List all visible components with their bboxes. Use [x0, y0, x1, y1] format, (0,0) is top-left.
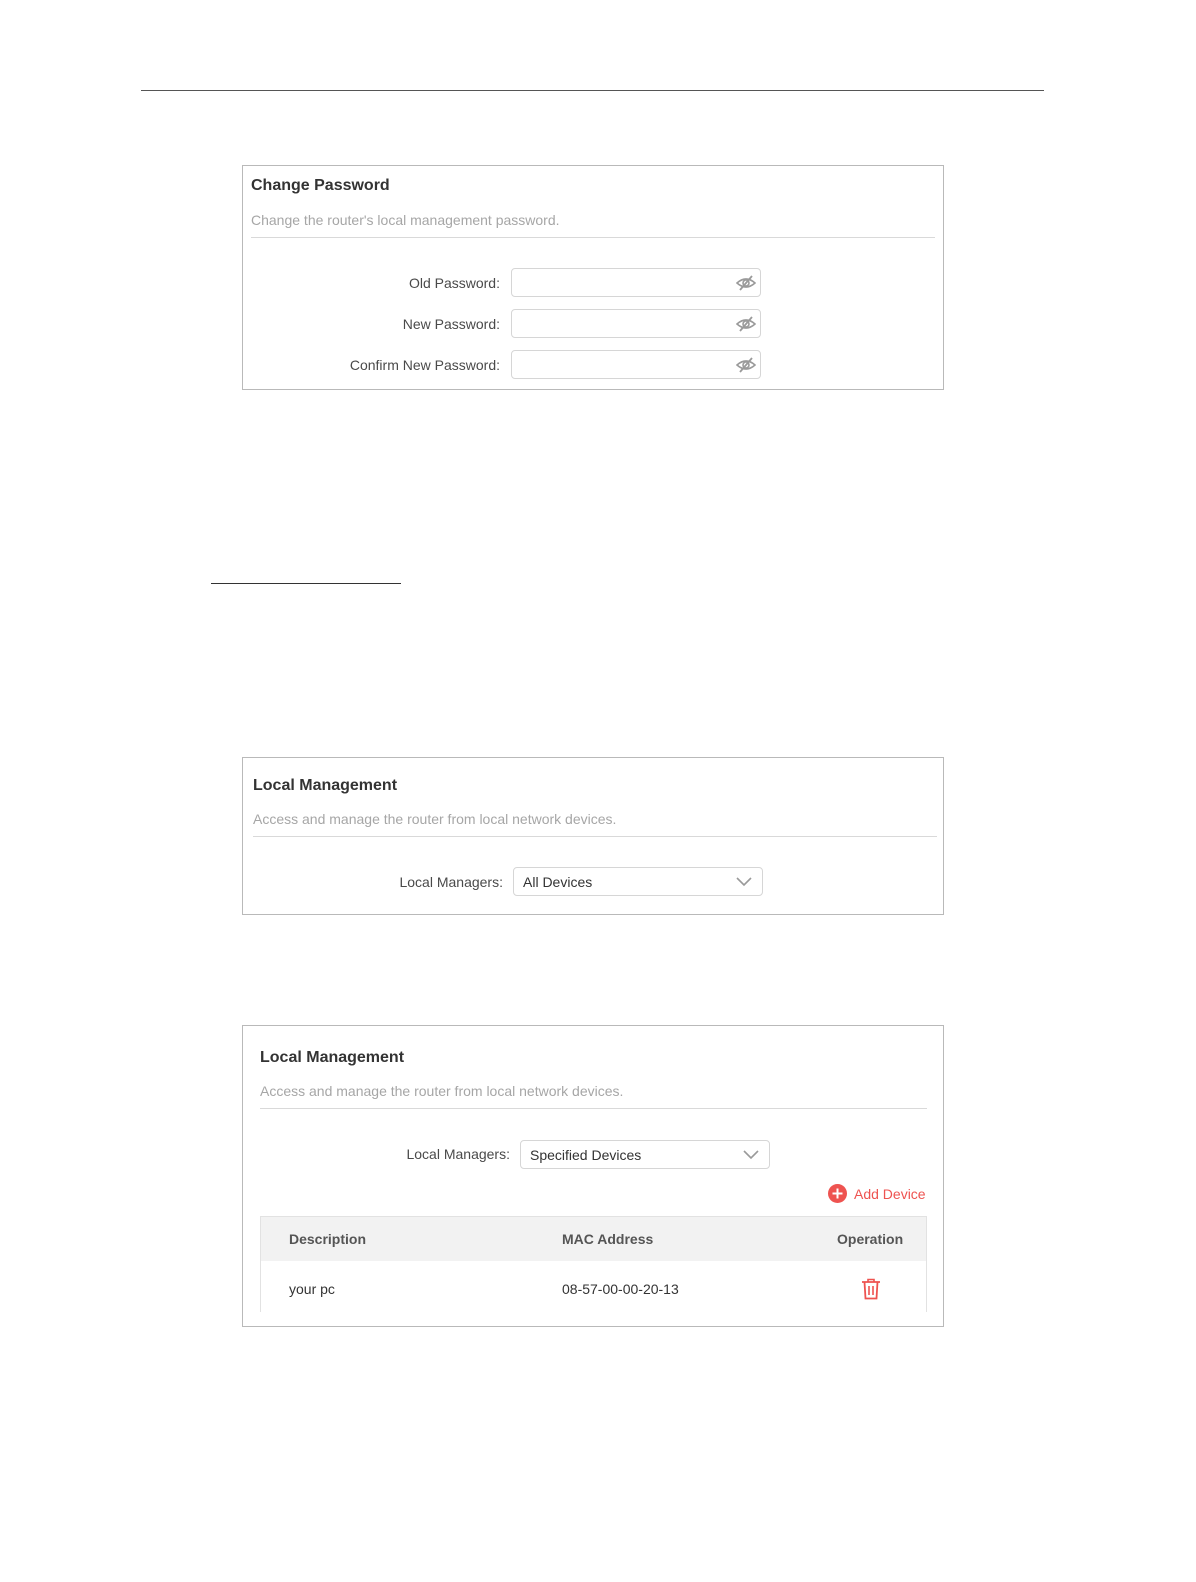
- column-header-description: Description: [289, 1231, 367, 1247]
- local-managers-select[interactable]: [520, 1140, 770, 1169]
- local-managers-label: Local Managers:: [399, 874, 503, 890]
- page-top-rule: [141, 90, 1044, 91]
- footnote-rule: [211, 583, 401, 584]
- table-header: [261, 1217, 926, 1261]
- chevron-down-icon: [736, 877, 752, 887]
- confirm-password-field[interactable]: [511, 350, 761, 379]
- divider: [251, 237, 935, 238]
- local-managers-value: All Devices: [523, 874, 593, 890]
- panel-description: Change the router's local management password.: [251, 212, 560, 228]
- column-header-operation: Operation: [837, 1231, 904, 1247]
- devices-table: [260, 1216, 927, 1312]
- eye-slash-icon[interactable]: [736, 274, 756, 292]
- local-managers-label: Local Managers:: [406, 1146, 510, 1162]
- device-mac-address: 08-57-00-00-20-13: [562, 1281, 679, 1297]
- old-password-label: Old Password:: [408, 275, 500, 291]
- new-password-field[interactable]: [511, 309, 761, 338]
- new-password-label: New Password:: [402, 316, 500, 332]
- trash-icon[interactable]: [861, 1278, 881, 1300]
- confirm-password-label: Confirm New Password:: [349, 357, 500, 373]
- device-description: your pc: [289, 1281, 335, 1297]
- panel-description: Access and manage the router from local network devices.: [253, 811, 617, 827]
- eye-slash-icon[interactable]: [736, 315, 756, 333]
- column-header-mac: MAC Address: [562, 1231, 654, 1247]
- eye-slash-icon[interactable]: [736, 356, 756, 374]
- divider: [260, 1108, 927, 1109]
- panel-description: Access and manage the router from local network devices.: [260, 1083, 624, 1099]
- chevron-down-icon: [743, 1150, 759, 1160]
- panel-title: Local Management: [253, 777, 398, 794]
- old-password-field[interactable]: [511, 268, 761, 297]
- change-password-panel: [242, 165, 944, 390]
- local-managers-select[interactable]: [513, 867, 763, 896]
- divider: [253, 836, 937, 837]
- add-device-button[interactable]: [828, 1184, 926, 1203]
- local-management-all-panel: [242, 757, 944, 915]
- local-managers-value: Specified Devices: [530, 1147, 642, 1163]
- add-device-label: Add Device: [854, 1185, 926, 1202]
- panel-title: Local Management: [260, 1049, 405, 1066]
- plus-circle-icon: [828, 1184, 847, 1203]
- local-management-specified-panel: [242, 1025, 944, 1327]
- panel-title: Change Password: [251, 177, 390, 194]
